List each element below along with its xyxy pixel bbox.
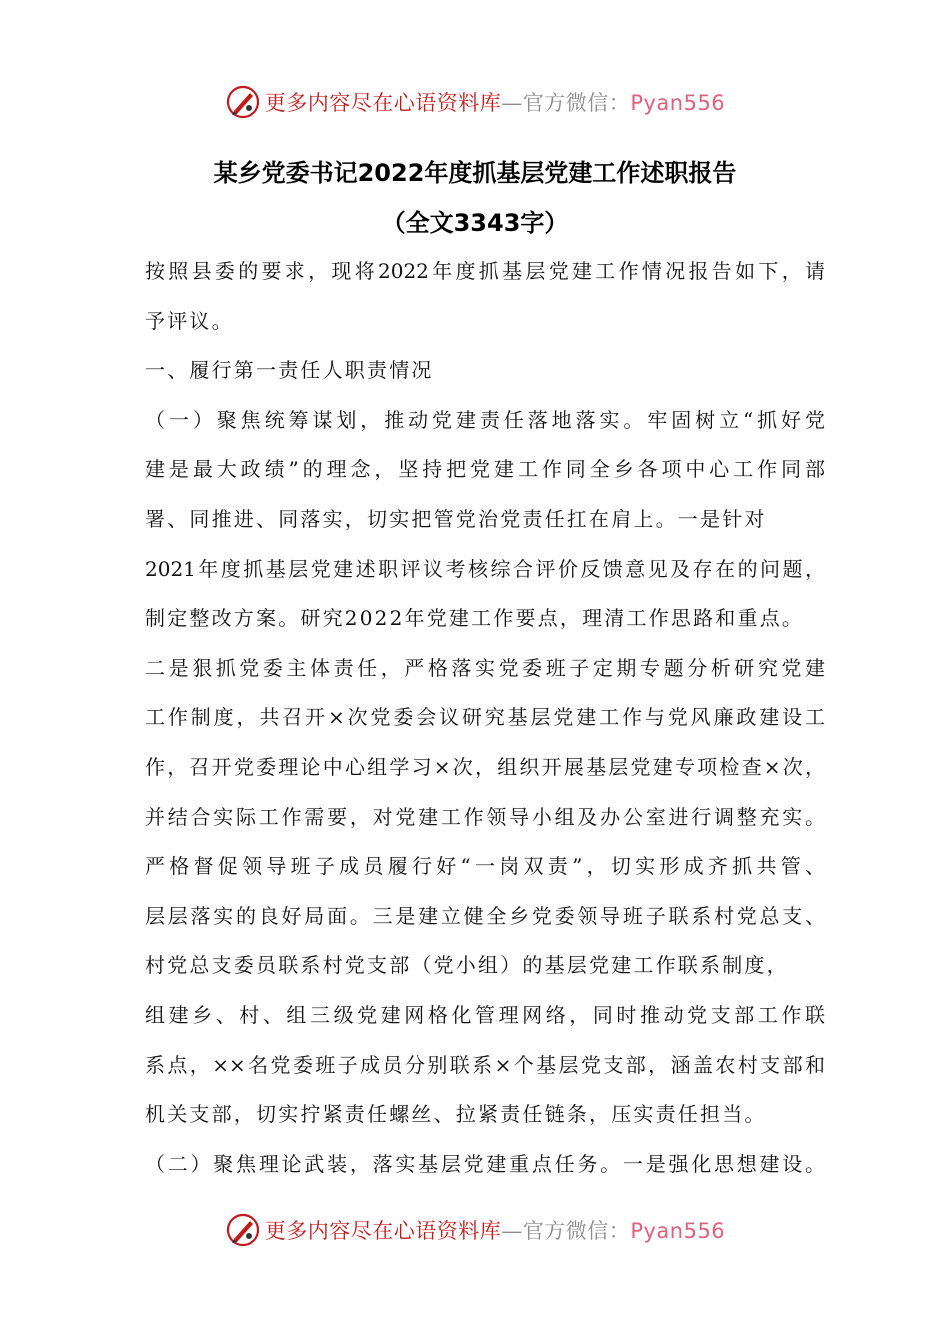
document-body [145,247,825,1189]
watermark-red-text: 更多内容尽在心语资料库 [264,1219,502,1243]
body-line: 严格督促领导班子成员履行好“一岗双责”，切实形成齐抓共管、 [145,854,825,879]
body-line: 制定整改方案。研究2022年党建工作要点，理清工作思路和重点。 [145,606,805,631]
body-line: 并结合实际工作需要，对党建工作领导小组及办公室进行调整充实。 [145,804,825,829]
body-line: （二）聚焦理论武装，落实基层党建重点任务。一是强化思想建设。 [145,1151,825,1176]
watermark-wechat-id: Pyan556 [630,91,726,115]
body-line: 机关支部，切实拧紧责任螺丝、拉紧责任链条，压实责任担当。 [145,1102,767,1127]
body-line: 工作制度，共召开×次党委会议研究基层党建工作与党风廉政建设工 [145,705,825,730]
watermark-grey-text: —官方微信： [501,91,631,115]
body-line: 按照县委的要求，现将2022年度抓基层党建工作情况报告如下，请 [145,259,825,283]
watermark-red-text: 更多内容尽在心语资料库 [264,91,502,115]
body-line: 村党总支委员联系村党支部（党小组）的基层党建工作联系制度， [145,953,789,978]
body-line: 作，召开党委理论中心组学习×次，组织开展基层党建专项检查×次， [145,754,825,779]
body-line: 建是最大政绩”的理念，坚持把党建工作同全乡各项中心工作同部 [145,457,825,482]
body-line: （一）聚焦统筹谋划，推动党建责任落地落实。牢固树立“抓好党 [145,407,825,432]
body-line: 署、同推进、同落实，切实把管党治党责任扛在肩上。一是针对 [145,506,767,531]
pen-logo-icon [225,84,261,120]
body-line: 层层落实的良好局面。三是建立健全乡党委领导班子联系村党总支、 [145,903,825,928]
body-line: 2021年度抓基层党建述职评议考核综合评价反馈意见及存在的问题， [145,556,825,581]
watermark-wechat-id: Pyan556 [630,1219,726,1243]
watermark-grey-text: —官方微信： [501,1219,631,1243]
body-line: 予评议。 [145,308,234,333]
document-subtitle: （全文3343字） [381,209,569,237]
body-line: 二是狠抓党委主体责任，严格落实党委班子定期专题分析研究党建 [145,655,825,680]
document-title: 某乡党委书记2022年度抓基层党建工作述职报告 [213,159,737,187]
body-line: 组建乡、村、组三级党建网格化管理网络，同时推动党支部工作联 [145,1002,825,1027]
section-heading: 一、履行第一责任人职责情况 [145,358,434,383]
pen-logo-icon [225,1212,261,1248]
watermark-banner-top [0,82,950,122]
watermark-banner-bottom [0,1210,950,1250]
body-line: 系点，××名党委班子成员分别联系×个基层党支部，涵盖农村支部和 [145,1052,825,1077]
